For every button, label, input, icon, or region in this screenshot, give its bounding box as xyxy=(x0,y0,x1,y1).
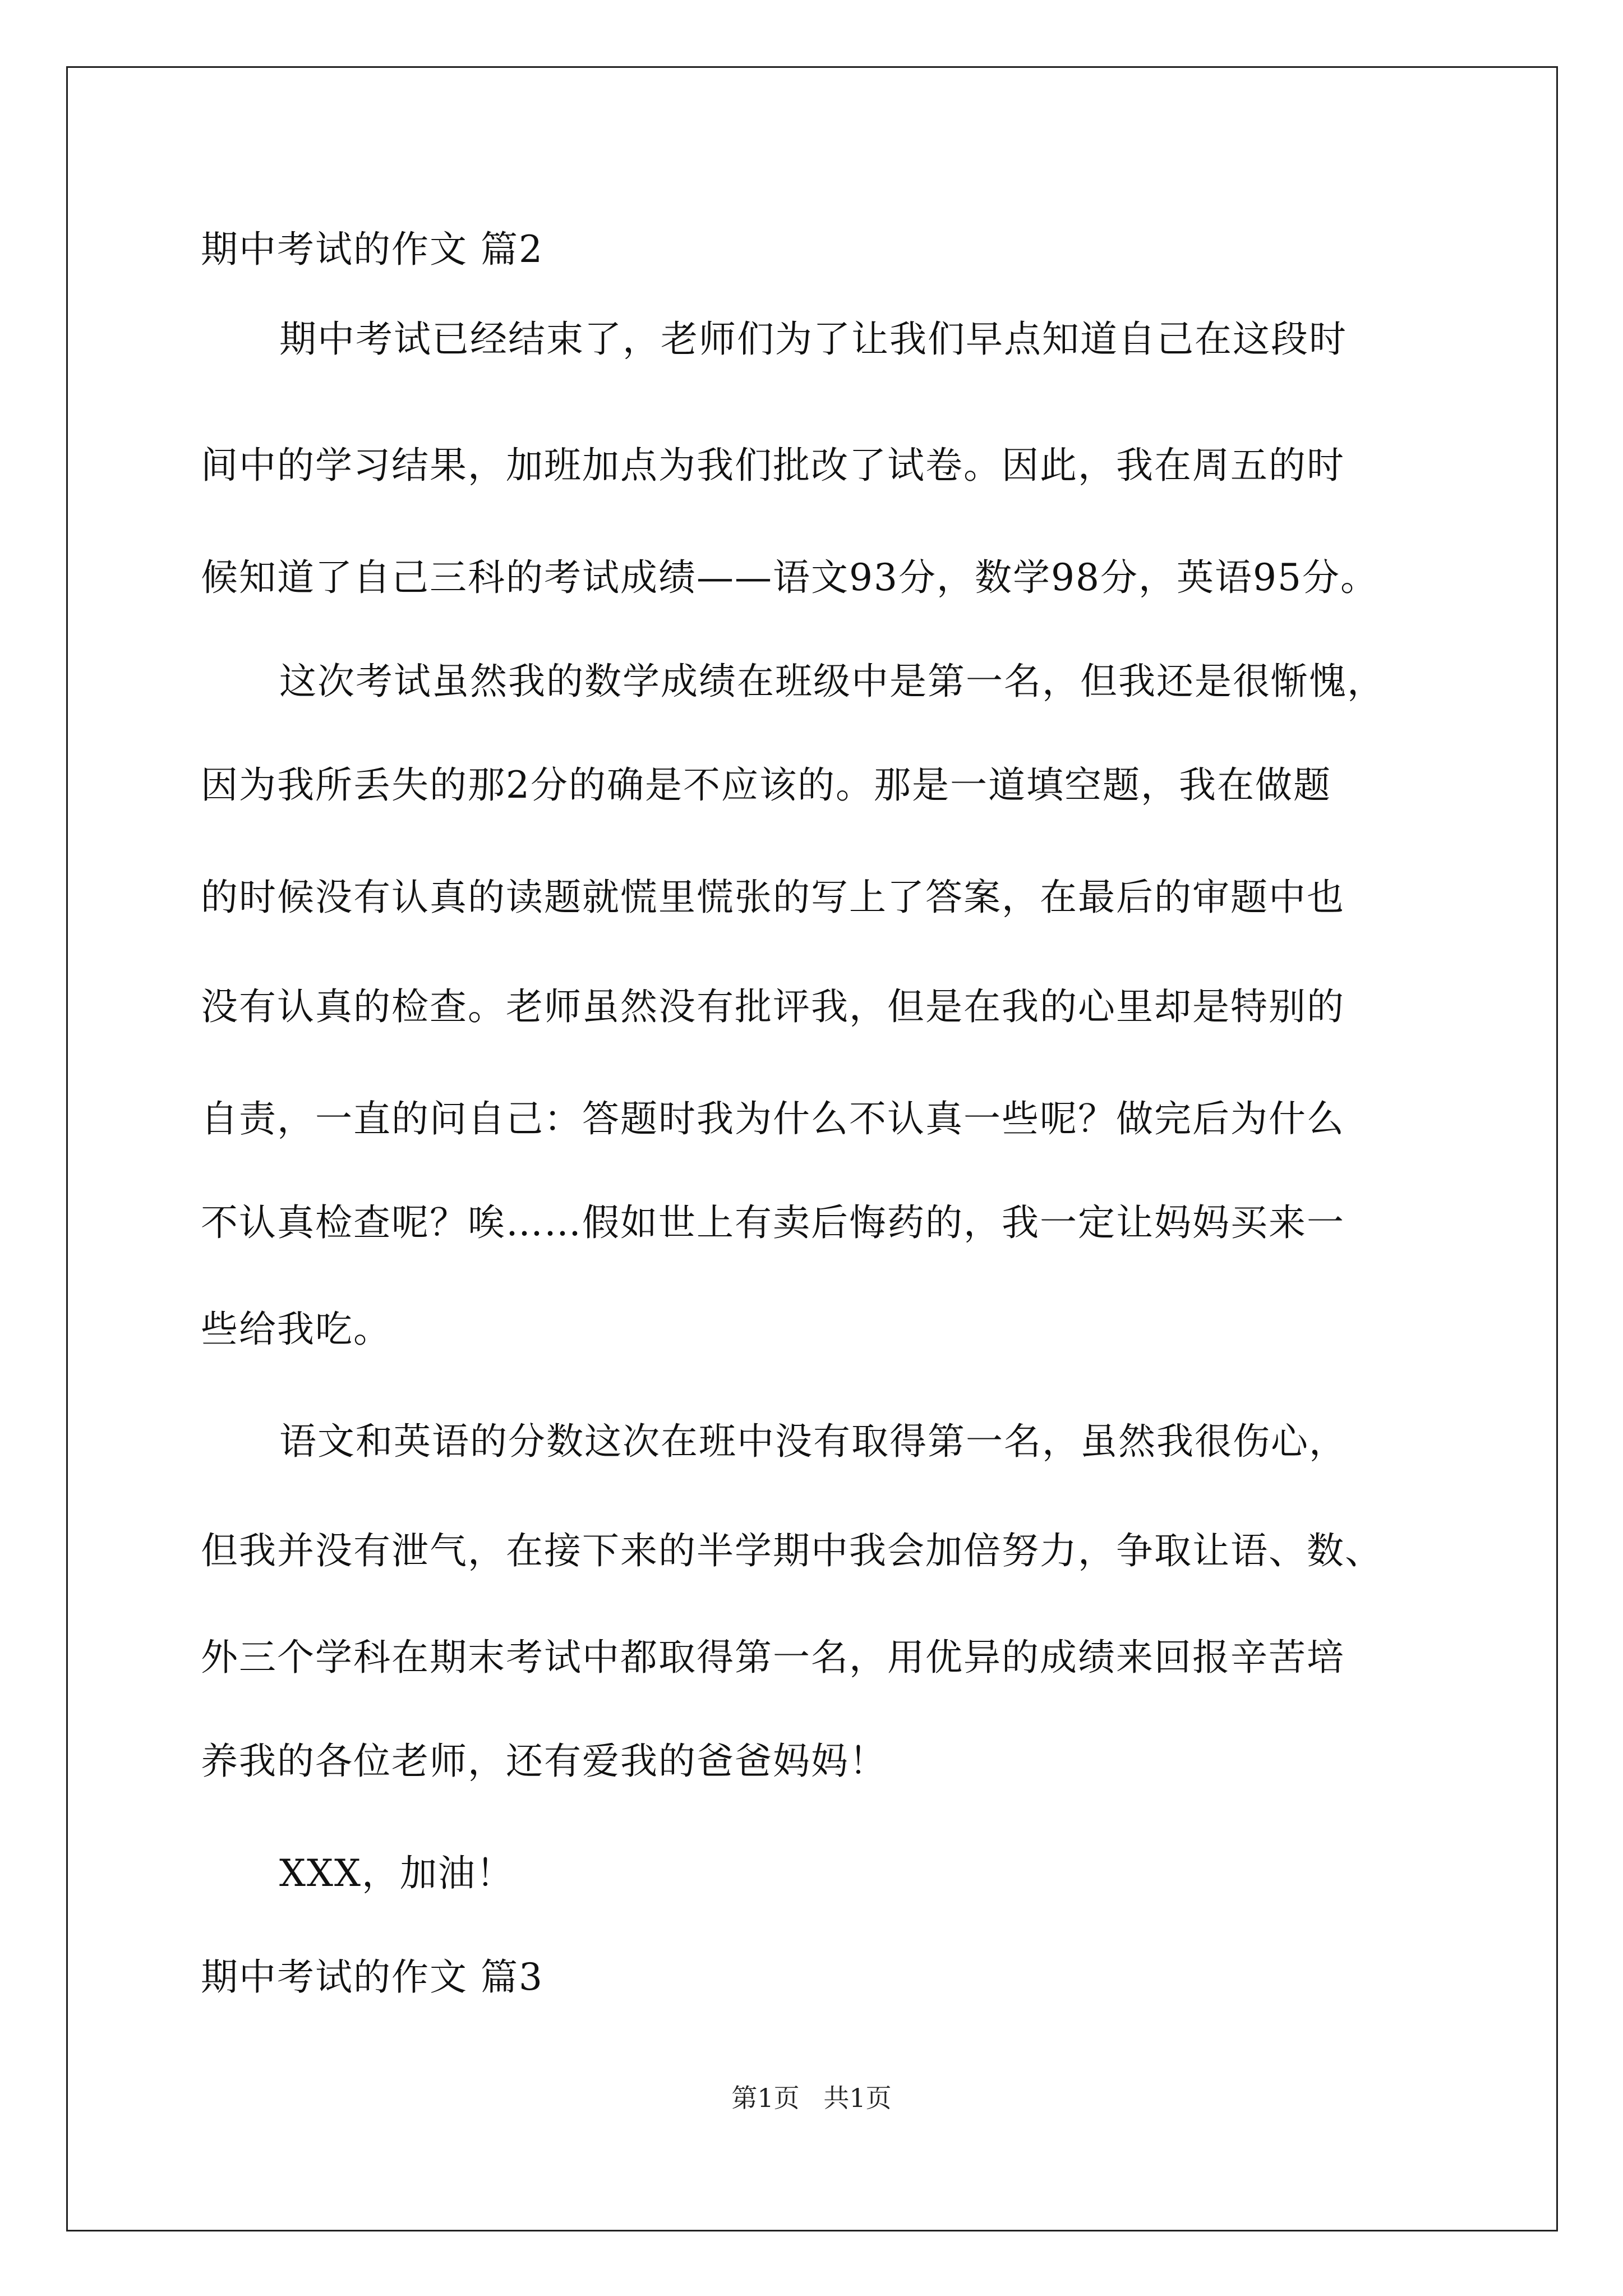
paragraph-line: 候知道了自己三科的考试成绩——语文93分，数学98分，英语95分。 xyxy=(201,556,1378,599)
paragraph-line: 这次考试虽然我的数学成绩在班级中是第一名，但我还是很惭愧， xyxy=(279,660,1385,703)
paragraph-line: 语文和英语的分数这次在班中没有取得第一名，虽然我很伤心， xyxy=(279,1420,1347,1463)
paragraph-line: 的时候没有认真的读题就慌里慌张的写上了答案，在最后的审题中也 xyxy=(201,876,1345,919)
paragraph-line: 不认真检查呢？唉……假如世上有卖后悔药的，我一定让妈妈买来一 xyxy=(201,1201,1345,1244)
paragraph-line: 没有认真的检查。老师虽然没有批评我，但是在我的心里却是特别的 xyxy=(201,985,1345,1028)
section-title: 期中考试的作文 篇2 xyxy=(201,228,543,271)
paragraph-line: XXX，加油！ xyxy=(279,1852,514,1895)
section-title: 期中考试的作文 篇3 xyxy=(201,1955,543,1999)
page-total: 共1页 xyxy=(823,2083,892,2113)
paragraph-line: 期中考试已经结束了，老师们为了让我们早点知道自己在这段时 xyxy=(279,318,1347,361)
paragraph-line: 自责，一直的问自己：答题时我为什么不认真一些呢？做完后为什么 xyxy=(201,1097,1345,1140)
page-border xyxy=(66,66,1558,2231)
paragraph-line: 但我并没有泄气，在接下来的半学期中我会加倍努力，争取让语、数、 xyxy=(201,1529,1383,1572)
paragraph-line: 间中的学习结果，加班加点为我们批改了试卷。因此，我在周五的时 xyxy=(201,444,1345,487)
paragraph-line: 因为我所丢失的那2分的确是不应该的。那是一道填空题，我在做题 xyxy=(201,763,1331,807)
paragraph-line: 养我的各位老师，还有爱我的爸爸妈妈！ xyxy=(201,1740,887,1783)
paragraph-line: 些给我吃。 xyxy=(201,1308,391,1351)
page-footer xyxy=(0,2081,1623,2115)
paragraph-line: 外三个学科在期末考试中都取得第一名，用优异的成绩来回报辛苦培 xyxy=(201,1636,1345,1679)
page-number: 第1页 xyxy=(731,2083,800,2113)
